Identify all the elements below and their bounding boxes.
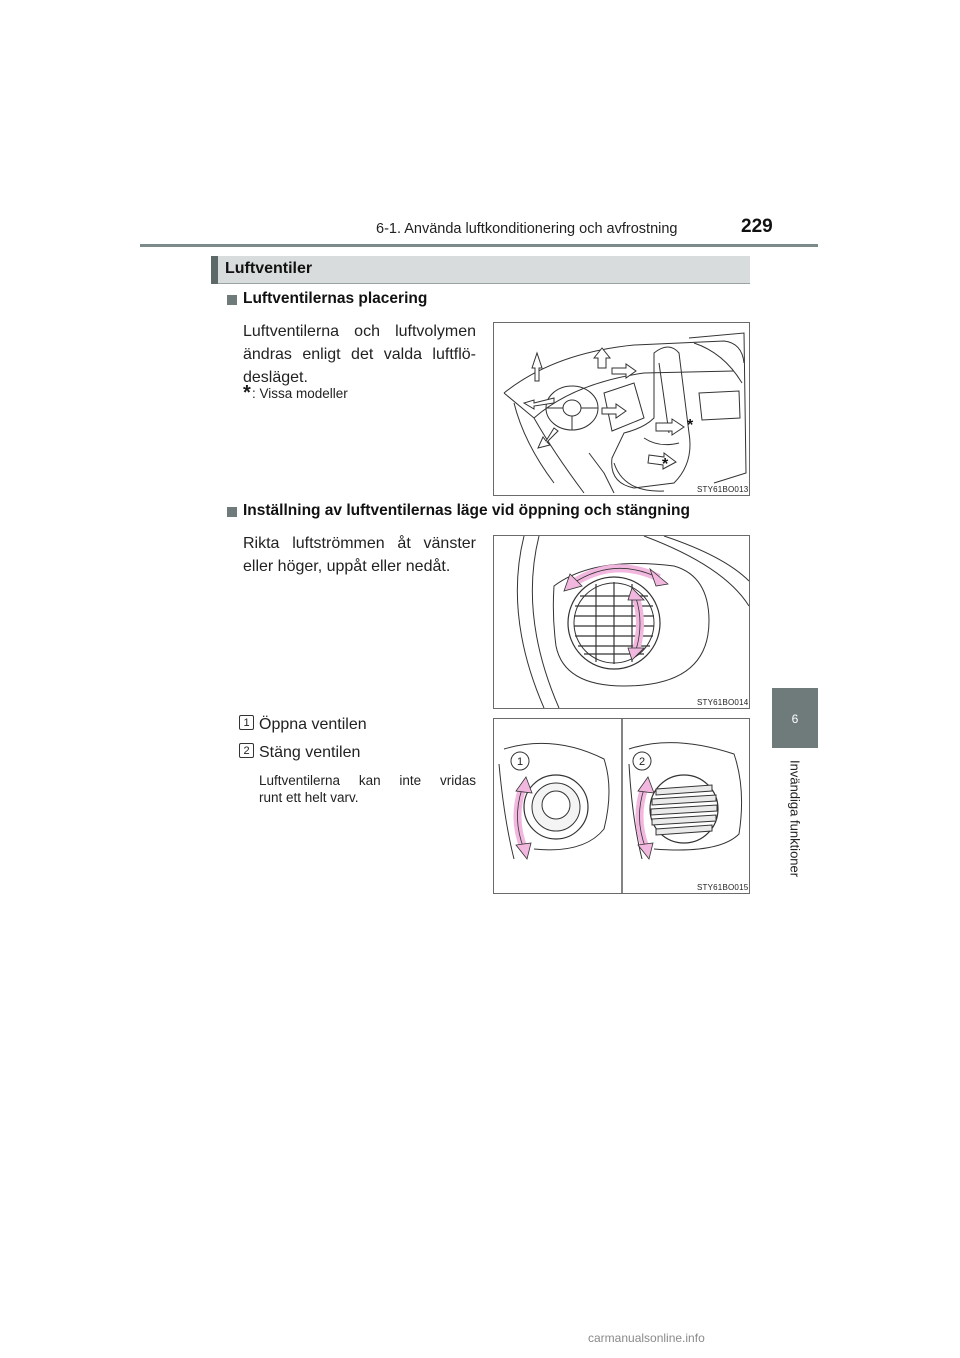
car-interior-illustration <box>494 323 749 495</box>
figure-vent-open-close <box>493 718 750 894</box>
figure-number-2: 2 <box>638 756 646 768</box>
chapter-tab-number: 6 <box>791 712 799 726</box>
subheading-square-icon <box>227 295 237 305</box>
header-rule <box>140 244 818 247</box>
chapter-tab-label <box>787 760 803 890</box>
rotation-note-line-1: Luftventilerna kan inte vridas <box>259 773 476 788</box>
figure-code-3: STY61BO015 <box>697 883 749 892</box>
figure-code-2: STY61BO014 <box>697 698 749 707</box>
placement-text <box>243 320 476 389</box>
rotation-note-line-2: runt ett helt varv. <box>259 790 359 805</box>
chapter-header-title: 6-1. Använda luftkonditionering och avfrostning <box>376 221 678 237</box>
item-label-close: Stäng ventilen <box>259 744 361 761</box>
subheading-placement: Luftventilernas placering <box>243 290 428 307</box>
rotation-note <box>259 772 476 806</box>
chapter-tab-label-text: Invändiga funktioner <box>787 760 803 878</box>
vent-direction-illustration <box>494 536 749 708</box>
figure-asterisk-1: * <box>687 417 694 434</box>
figure-number-1: 1 <box>516 756 524 768</box>
adjustment-text-line-2: eller höger, uppåt eller nedåt. <box>243 558 451 575</box>
figure-vent-locations <box>493 322 750 496</box>
adjustment-text <box>243 532 476 578</box>
adjustment-text-line-1: Rikta luftströmmen åt vänster <box>243 535 476 552</box>
item-label-open: Öppna ventilen <box>259 716 367 733</box>
placement-text-line-2: ändras enligt det valda luftflö- <box>243 346 476 363</box>
item-number-2: 2 <box>239 743 254 758</box>
figure-asterisk-2: * <box>662 456 669 473</box>
vent-open-close-illustration <box>494 719 749 893</box>
footnote-asterisk: * <box>243 382 251 404</box>
section-title: Luftventiler <box>225 260 313 277</box>
subheading-adjustment: Inställning av luftventilernas läge vid öppning och stängning <box>243 502 690 519</box>
figure-vent-direction <box>493 535 750 709</box>
watermark[interactable]: carmanualsonline.info <box>588 1331 705 1345</box>
placement-text-line-1: Luftventilerna och luftvolymen <box>243 323 476 340</box>
subheading-square-icon <box>227 507 237 517</box>
figure-code-1: STY61BO013 <box>697 485 749 494</box>
item-number-1: 1 <box>239 715 254 730</box>
placement-text-line-3: desläget. <box>243 369 308 386</box>
section-bar-accent <box>211 256 218 284</box>
footnote-text: : Vissa modeller <box>252 386 348 401</box>
page-number: 229 <box>741 216 773 237</box>
